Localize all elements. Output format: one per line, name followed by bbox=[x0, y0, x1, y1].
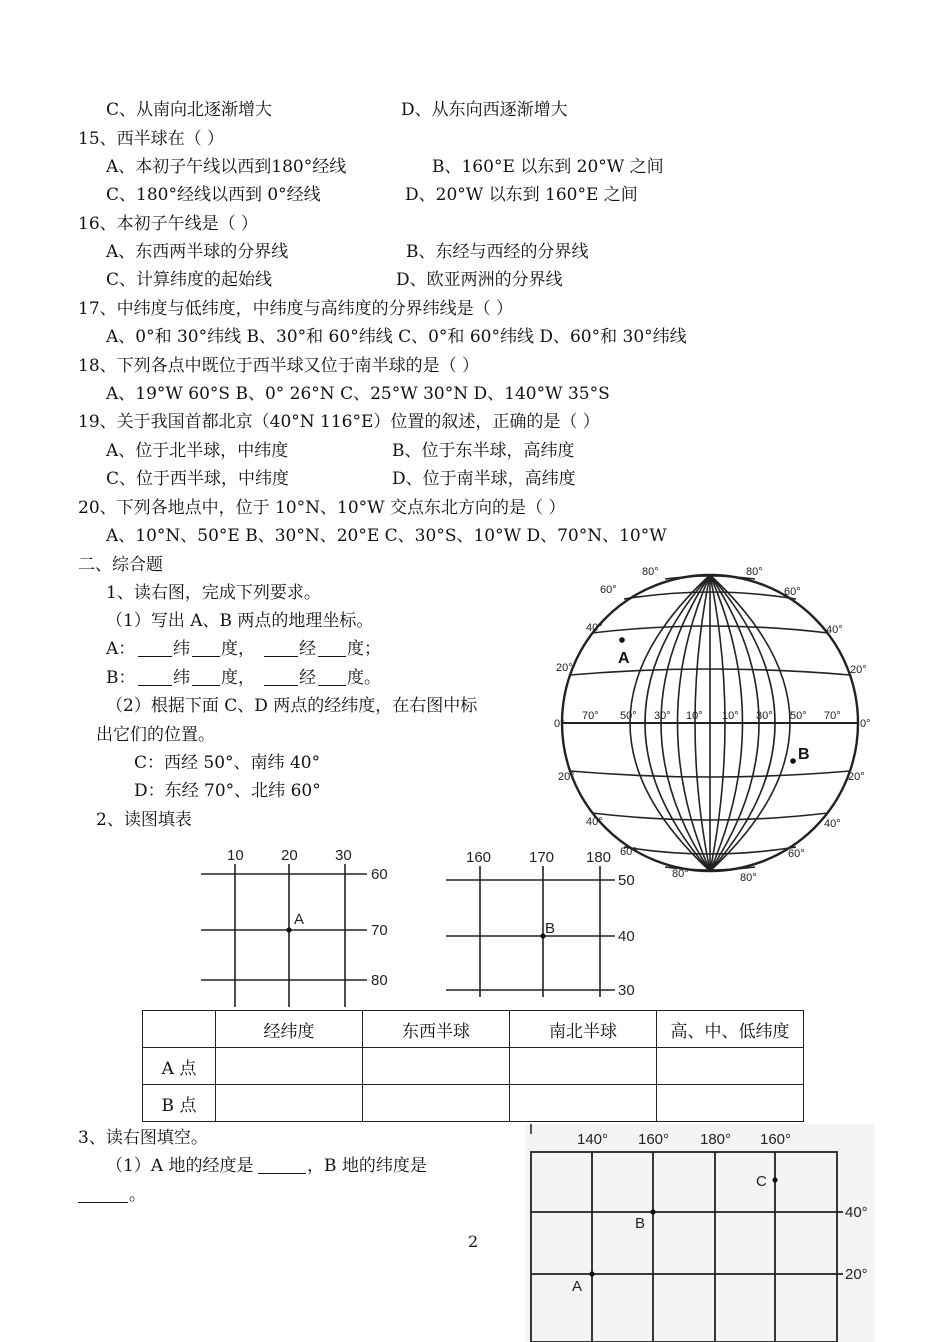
option-d: D、从东向西逐渐增大 bbox=[401, 100, 568, 120]
comp-q1: 1、读右图，完成下列要求。 bbox=[106, 583, 321, 603]
q20-options: A、10°N、50°E B、30°N、20°E C、30°S、10°W D、70°N、10°W bbox=[106, 526, 667, 546]
grid-c-point-dot-a bbox=[589, 1271, 594, 1276]
globe-lon-label: 50° bbox=[620, 710, 637, 722]
blank-b-lon[interactable] bbox=[264, 667, 298, 686]
blank-a-lon-deg[interactable] bbox=[318, 638, 346, 657]
grid-b-lat-label: 40 bbox=[618, 928, 635, 945]
globe-lat-label: 60° bbox=[620, 846, 637, 858]
option-d: D、欧亚两洲的分界线 bbox=[396, 270, 563, 290]
grid-b-figure bbox=[440, 842, 650, 1007]
globe-lon-label: 70° bbox=[824, 710, 841, 722]
globe-point-a-label: A bbox=[618, 650, 630, 667]
question-15: 15、西半球在（ ） bbox=[78, 129, 225, 149]
jing-label: 经 bbox=[299, 668, 316, 688]
globe-lat-label: 40° bbox=[586, 622, 603, 634]
point-c-coords: C：西经 50°、南纬 40° bbox=[134, 753, 321, 773]
grid-b-lon-label: 180 bbox=[586, 849, 612, 866]
option-b: B、160°E 以东到 20°W 之间 bbox=[432, 157, 664, 177]
jing-label: 经 bbox=[299, 639, 316, 659]
option-c: C、180°经线以西到 0°经线 bbox=[106, 185, 321, 205]
section-2-title: 二、综合题 bbox=[78, 555, 163, 575]
globe-lon-label: 50° bbox=[790, 710, 807, 722]
question-17: 17、中纬度与低纬度，中纬度与高纬度的分界纬线是（ ） bbox=[78, 299, 514, 319]
grid-c-point-label: C bbox=[756, 1173, 767, 1190]
blank-b-lon-deg[interactable] bbox=[318, 667, 346, 686]
answer-cell[interactable] bbox=[510, 1085, 657, 1122]
q18-options: A、19°W 60°S B、0° 26°N C、25°W 30°N D、140°W 35°S bbox=[106, 384, 610, 404]
q3-b-lat-text: ，B 地的纬度是 bbox=[307, 1156, 427, 1176]
option-a: A、位于北半球，中纬度 bbox=[106, 441, 289, 461]
question-20: 20、下列各地点中，位于 10°N、10°W 交点东北方向的是（ ） bbox=[78, 498, 566, 518]
question-19: 19、关于我国首都北京（40°N 116°E）位置的叙述，正确的是（ ） bbox=[78, 412, 600, 432]
blank-a-lat-deg[interactable] bbox=[192, 638, 220, 657]
point-d-coords: D：东经 70°、北纬 60° bbox=[134, 781, 321, 801]
du-end-label: 度。 bbox=[347, 668, 381, 688]
globe-lat-label: 40° bbox=[826, 624, 843, 636]
globe-lat-label: 0° bbox=[554, 718, 565, 730]
globe-lat-label: 60° bbox=[784, 586, 801, 598]
table-header-cell: 高、中、低纬度 bbox=[657, 1011, 804, 1048]
grid-c-lon-label: 160° bbox=[638, 1131, 670, 1148]
grid-c-point-label: A bbox=[572, 1278, 583, 1295]
grid-c-point-dot-b bbox=[650, 1209, 655, 1214]
blank-a-lon[interactable] bbox=[264, 638, 298, 657]
globe-lat-label: 60° bbox=[600, 584, 617, 596]
grid-a-lat-label: 70 bbox=[371, 922, 388, 939]
globe-lon-label: 30° bbox=[756, 710, 773, 722]
answer-cell[interactable] bbox=[657, 1048, 804, 1085]
globe-lon-label: 30° bbox=[654, 710, 671, 722]
grid-b-point-label: B bbox=[545, 920, 556, 937]
grid-a-figure bbox=[195, 842, 410, 1012]
globe-point-b-dot bbox=[790, 758, 796, 764]
answer-cell[interactable] bbox=[216, 1085, 363, 1122]
du-semi-label: 度； bbox=[347, 639, 381, 659]
grid-b-lon-label: 170 bbox=[529, 849, 555, 866]
blank-q3-a-lon[interactable] bbox=[258, 1155, 306, 1174]
globe-figure bbox=[550, 555, 880, 890]
option-b: B、位于东半球，高纬度 bbox=[392, 441, 575, 461]
globe-point-b-label: B bbox=[798, 746, 810, 763]
globe-lat-label: 20° bbox=[558, 771, 575, 783]
q3-a-lon-text: （1）A 地的经度是 bbox=[106, 1156, 254, 1176]
globe-lon-label: 10° bbox=[722, 710, 739, 722]
comp-q1-part2: （2）根据下面 C、D 两点的经纬度，在右图中标 bbox=[106, 696, 478, 716]
table-header-row bbox=[143, 1011, 804, 1048]
grid-a-lon-label: 10 bbox=[227, 847, 244, 864]
globe-lat-label: 80° bbox=[746, 566, 763, 578]
globe-lat-label: 20° bbox=[850, 664, 867, 676]
globe-lat-label: 0° bbox=[860, 718, 871, 730]
globe-lat-label: 20° bbox=[848, 771, 865, 783]
row-label-a: A 点 bbox=[143, 1048, 216, 1085]
grid-a-lat-label: 60 bbox=[371, 866, 388, 883]
globe-lat-label: 80° bbox=[740, 872, 757, 884]
du-label: 度， bbox=[221, 639, 255, 659]
globe-lat-label: 40° bbox=[824, 818, 841, 830]
blank-a-lat[interactable] bbox=[138, 638, 172, 657]
grid-b-lat-label: 30 bbox=[618, 982, 635, 999]
q17-options: A、0°和 30°纬线 B、30°和 60°纬线 C、0°和 60°纬线 D、60°和 30°纬线 bbox=[106, 327, 687, 347]
label-b: B： bbox=[106, 668, 136, 688]
blank-b-lat[interactable] bbox=[138, 667, 172, 686]
table-row bbox=[143, 1048, 804, 1085]
table-row bbox=[143, 1085, 804, 1122]
blank-q3-b-lat[interactable] bbox=[78, 1184, 128, 1203]
grid-c-lon-label: 180° bbox=[700, 1131, 732, 1148]
option-d: D、20°W 以东到 160°E 之间 bbox=[405, 185, 638, 205]
table-header-cell: 东西半球 bbox=[363, 1011, 510, 1048]
grid-c-lat-label: 40° bbox=[845, 1204, 868, 1221]
answer-cell[interactable] bbox=[363, 1085, 510, 1122]
answer-cell[interactable] bbox=[363, 1048, 510, 1085]
grid-a-point-dot bbox=[286, 927, 291, 932]
grid-c-figure bbox=[525, 1124, 875, 1342]
label-a: A： bbox=[106, 639, 136, 659]
grid-a-lon-label: 20 bbox=[281, 847, 298, 864]
comp-q3: 3、读右图填空。 bbox=[78, 1128, 208, 1148]
comp-q1-part1: （1）写出 A、B 两点的地理坐标。 bbox=[106, 611, 374, 631]
option-c: C、计算纬度的起始线 bbox=[106, 270, 273, 290]
question-16: 16、本初子午线是（ ） bbox=[78, 214, 259, 234]
comp-q2: 2、读图填表 bbox=[96, 810, 192, 830]
grid-c-lon-label: 140° bbox=[577, 1131, 609, 1148]
answer-table bbox=[142, 1010, 804, 1122]
grid-c-lon-label: 160° bbox=[760, 1131, 792, 1148]
grid-a-lat-label: 80 bbox=[371, 972, 388, 989]
globe-lat-label: 60° bbox=[788, 848, 805, 860]
table-header-cell bbox=[143, 1011, 216, 1048]
option-c: C、位于西半球，中纬度 bbox=[106, 469, 290, 489]
grid-c-point-label: B bbox=[635, 1215, 646, 1232]
globe-lat-label: 80° bbox=[672, 868, 689, 880]
option-a: A、东西两半球的分界线 bbox=[106, 242, 289, 262]
wei-label: 纬 bbox=[173, 639, 190, 659]
option-b: B、东经与西经的分界线 bbox=[406, 242, 589, 262]
answer-cell[interactable] bbox=[510, 1048, 657, 1085]
wei-label: 纬 bbox=[173, 668, 190, 688]
grid-c-point-dot-c bbox=[772, 1177, 777, 1182]
globe-point-a-dot bbox=[619, 637, 625, 643]
globe-lon-label: 10° bbox=[686, 710, 703, 722]
comp-q1-part2-cont: 出它们的位置。 bbox=[96, 725, 215, 745]
table-header-cell: 经纬度 bbox=[216, 1011, 363, 1048]
grid-a-lon-label: 30 bbox=[335, 847, 352, 864]
globe-lat-label: 80° bbox=[642, 566, 659, 578]
grid-a-point-label: A bbox=[294, 911, 305, 928]
grid-c-lat-label: 20° bbox=[845, 1266, 868, 1283]
globe-lat-label: 20° bbox=[556, 662, 573, 674]
row-label-b: B 点 bbox=[143, 1085, 216, 1122]
table-header-cell: 南北半球 bbox=[510, 1011, 657, 1048]
question-18: 18、下列各点中既位于西半球又位于南半球的是（ ） bbox=[78, 356, 480, 376]
answer-cell[interactable] bbox=[657, 1085, 804, 1122]
page-number: 2 bbox=[468, 1232, 479, 1251]
du-label: 度， bbox=[221, 668, 255, 688]
grid-b-lat-label: 50 bbox=[618, 872, 635, 889]
globe-lat-label: 40° bbox=[586, 816, 603, 828]
option-d: D、位于南半球，高纬度 bbox=[392, 469, 576, 489]
blank-b-lat-deg[interactable] bbox=[192, 667, 220, 686]
period: 。 bbox=[129, 1185, 146, 1205]
answer-cell[interactable] bbox=[216, 1048, 363, 1085]
option-c: C、从南向北逐渐增大 bbox=[106, 100, 273, 120]
option-a: A、本初子午线以西到180°经线 bbox=[106, 157, 347, 177]
globe-lon-label: 70° bbox=[582, 710, 599, 722]
grid-b-lon-label: 160 bbox=[466, 849, 492, 866]
